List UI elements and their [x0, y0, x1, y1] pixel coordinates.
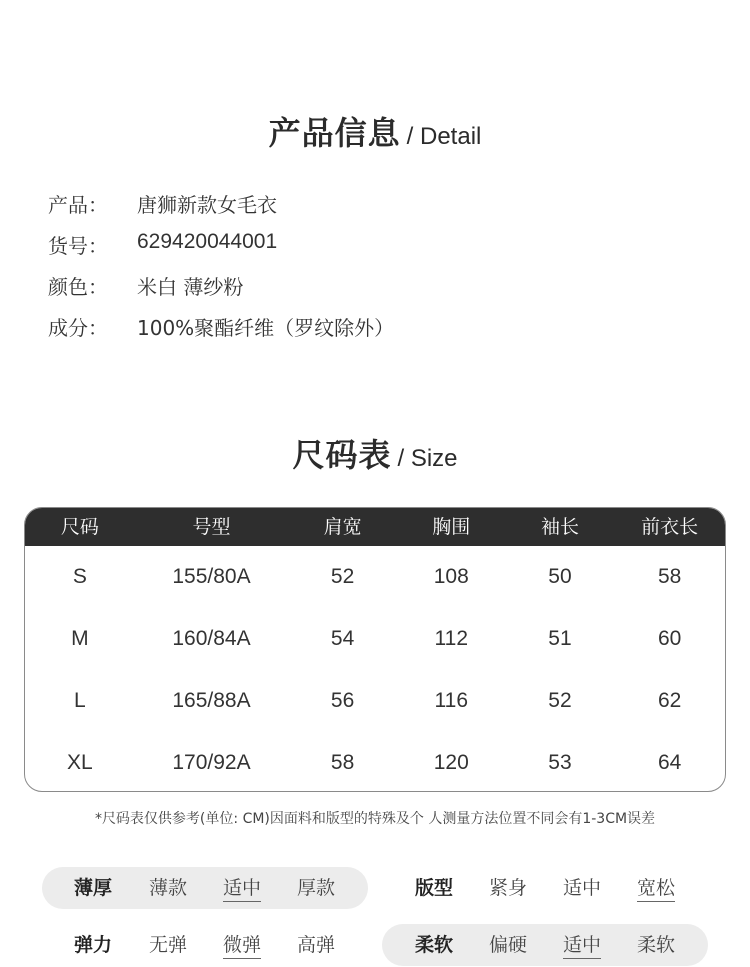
size-table	[24, 507, 726, 792]
header-cell: 号型	[192, 516, 231, 538]
detail-value: 唐狮新款女毛衣	[137, 193, 277, 217]
table-cell: S	[72, 565, 87, 588]
attr-title: 薄厚	[74, 877, 113, 899]
table-cell: 60	[657, 627, 682, 650]
attr-option: 高弹	[297, 934, 336, 956]
detail-heading-cn: 产品信息	[268, 114, 401, 152]
detail-value: 629420044001	[137, 230, 278, 253]
table-cell: 160/84A	[172, 627, 251, 650]
table-cell: 155/80A	[172, 565, 251, 588]
attr-option-selected: 宽松	[637, 875, 675, 902]
table-cell: 58	[657, 565, 682, 588]
table-cell: M	[71, 627, 89, 650]
detail-heading-en: / Detail	[406, 123, 482, 150]
attr-option: 紧身	[489, 877, 528, 899]
size-heading-en: / Size	[397, 445, 458, 472]
size-heading-cn: 尺码表	[292, 436, 392, 474]
table-cell: 54	[330, 627, 355, 650]
attr-option-selected: 适中	[223, 875, 261, 902]
table-row	[25, 608, 725, 670]
attr-option: 无弹	[149, 934, 188, 956]
detail-label: 颜色：	[48, 275, 108, 299]
detail-label: 产品：	[48, 193, 108, 217]
table-cell: 52	[330, 565, 355, 588]
table-cell: 52	[548, 689, 572, 712]
table-row	[25, 732, 725, 792]
size-table-header	[25, 508, 725, 546]
header-cell: 袖长	[540, 516, 579, 538]
attr-elasticity	[42, 924, 372, 966]
attr-title: 版型	[415, 877, 454, 899]
table-cell: 112	[434, 627, 469, 650]
detail-value: 100%聚酯纤维（罗纹除外）	[137, 316, 395, 340]
detail-label: 货号：	[48, 234, 108, 258]
header-cell: 肩宽	[323, 516, 362, 538]
attr-title: 弹力	[74, 934, 113, 956]
size-footnote: *尺码表仅供参考(单位: CM)因面料和版型的特殊及个 人测量方法位置不同会有1-3CM误差	[94, 811, 656, 827]
header-cell: 胸围	[432, 516, 471, 538]
table-cell: 64	[657, 751, 682, 774]
table-cell: XL	[67, 751, 93, 774]
attr-softness	[382, 924, 712, 966]
table-cell: 58	[330, 751, 355, 774]
table-cell: 62	[657, 689, 682, 712]
attr-option: 厚款	[297, 877, 336, 899]
attr-fit	[382, 867, 712, 909]
attr-option-selected: 微弹	[223, 932, 261, 959]
table-cell: 170/92A	[172, 751, 251, 774]
table-cell: 56	[330, 689, 355, 712]
detail-label: 成分：	[48, 316, 108, 340]
table-cell: 120	[433, 751, 469, 774]
header-cell: 前衣长	[641, 516, 699, 538]
size-heading	[0, 430, 750, 476]
header-cell: 尺码	[60, 516, 99, 538]
table-cell: 53	[548, 751, 572, 774]
table-cell: 165/88A	[172, 689, 251, 712]
detail-value: 米白 薄纱粉	[137, 275, 244, 299]
table-row	[25, 670, 725, 732]
detail-heading	[0, 108, 750, 154]
table-cell: 51	[548, 627, 572, 650]
attr-thickness	[42, 867, 372, 909]
attr-option: 柔软	[637, 934, 676, 956]
attr-option: 薄款	[149, 877, 188, 899]
table-cell: 50	[548, 565, 572, 588]
table-row	[25, 546, 725, 608]
table-cell: 108	[433, 565, 469, 588]
attr-title: 柔软	[415, 934, 454, 956]
table-cell: L	[74, 689, 86, 712]
attr-option: 适中	[563, 877, 602, 899]
attr-option: 偏硬	[489, 934, 528, 956]
table-cell: 116	[434, 689, 469, 712]
attr-option-selected: 适中	[563, 932, 601, 959]
